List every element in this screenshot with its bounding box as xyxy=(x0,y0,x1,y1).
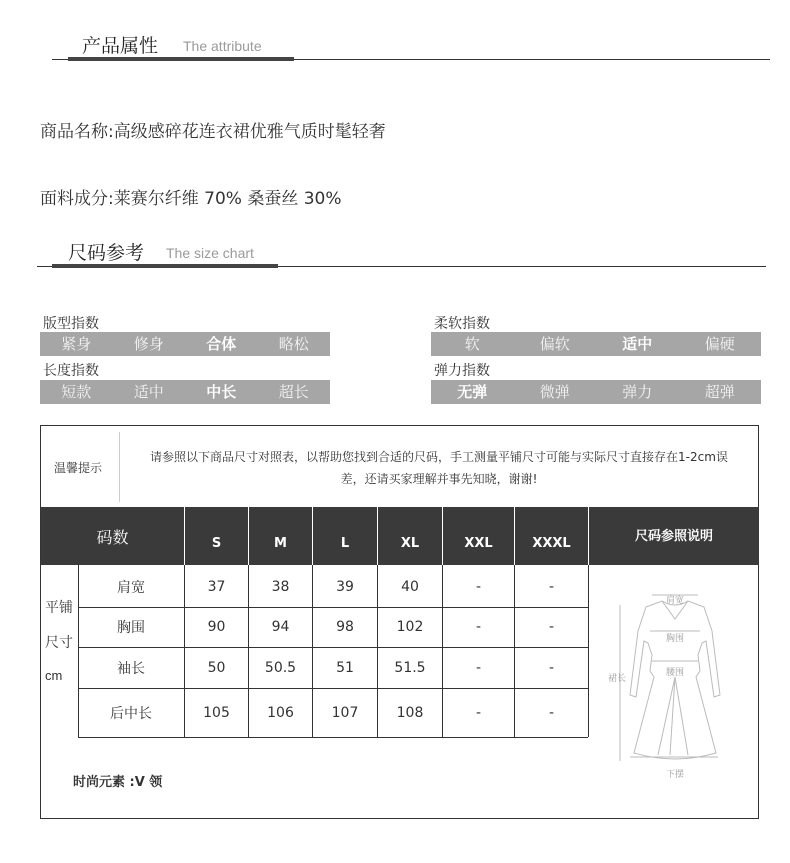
section-rule-accent xyxy=(68,57,294,61)
table-cell: 106 xyxy=(267,704,294,721)
table-cell: - xyxy=(475,579,482,595)
table-row-divider xyxy=(78,737,588,738)
length-index-bar xyxy=(40,380,330,404)
diagram-label-hem: 下摆 xyxy=(666,770,685,780)
fit-option: 合体 xyxy=(206,335,237,353)
table-cell: - xyxy=(548,579,555,595)
table-cell: - xyxy=(548,704,555,721)
length-option: 短款 xyxy=(61,383,92,401)
fit-index-bar xyxy=(40,332,330,356)
fit-option: 略松 xyxy=(278,335,309,353)
product-name: 商品名称:高级感碎花连衣裙优雅气质时髦轻奢 xyxy=(40,122,386,142)
table-cell: 51 xyxy=(336,659,354,676)
stretch-option: 超弹 xyxy=(704,383,735,401)
diagram-label-chest: 胸围 xyxy=(666,634,685,644)
length-option: 中长 xyxy=(206,383,237,401)
table-cell: - xyxy=(548,659,555,676)
size-header: 码数 xyxy=(41,507,184,565)
fit-option: 修身 xyxy=(133,335,164,353)
table-cell: 108 xyxy=(396,704,424,721)
table-cell: 50.5 xyxy=(264,659,297,676)
group-label-line1: 平铺 xyxy=(45,600,73,616)
fashion-element-note: 时尚元素 :V 领 xyxy=(73,775,163,790)
length-option: 超长 xyxy=(278,383,309,401)
tip-text-line2: 差，还请买家理解并事先知晓，谢谢! xyxy=(340,472,538,486)
group-label-line2: 尺寸 xyxy=(45,635,73,651)
size-header-xxl: XXL xyxy=(443,507,514,565)
soft-index-bar xyxy=(431,332,761,356)
tip-label: 温馨提示 xyxy=(54,461,103,475)
section-title-size: 尺码参考 xyxy=(68,242,145,264)
reference-header: 尺码参照说明 xyxy=(589,507,759,565)
table-cell: 107 xyxy=(331,704,359,721)
diagram-label-waist: 腰围 xyxy=(666,668,685,678)
fit-option: 紧身 xyxy=(61,335,92,353)
table-cell: 50 xyxy=(207,659,226,676)
section-subtitle-size: The size chart xyxy=(166,245,254,261)
stretch-index-bar xyxy=(431,380,761,404)
soft-option: 软 xyxy=(464,335,480,353)
stretch-index-label: 弹力指数 xyxy=(434,363,490,379)
stretch-option: 弹力 xyxy=(622,383,653,401)
length-index-label: 长度指数 xyxy=(43,363,99,379)
row-label: 胸围 xyxy=(117,620,145,636)
row-label: 袖长 xyxy=(117,660,145,677)
table-column-divider xyxy=(588,565,589,737)
table-cell: 90 xyxy=(207,619,226,635)
table-cell: 51.5 xyxy=(394,659,426,676)
table-cell: - xyxy=(548,619,555,635)
section-rule-accent xyxy=(52,264,278,268)
fit-index-label: 版型指数 xyxy=(43,316,99,332)
soft-option: 适中 xyxy=(622,335,653,353)
table-cell: 98 xyxy=(336,619,354,635)
table-cell: 38 xyxy=(271,579,290,595)
table-cell: 94 xyxy=(271,619,290,635)
table-cell: 39 xyxy=(336,579,354,595)
stretch-option: 微弹 xyxy=(539,383,570,401)
diagram-label-shoulder: 肩宽 xyxy=(666,596,685,606)
table-cell: 40 xyxy=(401,579,419,595)
table-cell: - xyxy=(475,619,482,635)
size-header-l: L xyxy=(313,507,377,565)
section-subtitle-attribute: The attribute xyxy=(183,38,262,54)
group-label-line3: cm xyxy=(45,668,63,683)
table-cell: 37 xyxy=(207,579,226,595)
tip-text-line1: 请参照以下商品尺寸对照表，以帮助您找到合适的尺码，手工测量平铺尺寸可能与实际尺寸直接存在1-2cm误 xyxy=(150,450,728,464)
soft-option: 偏软 xyxy=(539,335,570,353)
table-cell: - xyxy=(475,659,482,676)
fabric-composition: 面料成分:莱赛尔纤维 70% 桑蚕丝 30% xyxy=(40,189,342,209)
dress-diagram xyxy=(600,585,750,785)
soft-index-label: 柔软指数 xyxy=(434,316,490,332)
length-option: 适中 xyxy=(133,383,164,401)
table-cell: - xyxy=(475,704,482,721)
soft-option: 偏硬 xyxy=(704,335,735,353)
size-header-xxxl: XXXL xyxy=(515,507,588,565)
table-cell: 102 xyxy=(396,619,424,635)
size-header-m: M xyxy=(249,507,312,565)
size-header-xl: XL xyxy=(378,507,442,565)
section-title-attribute: 产品属性 xyxy=(82,35,159,57)
stretch-option: 无弹 xyxy=(457,383,488,401)
size-header-s: S xyxy=(185,507,248,565)
row-label: 后中长 xyxy=(110,705,152,722)
diagram-label-length: 裙长 xyxy=(608,674,627,684)
row-label: 肩宽 xyxy=(117,580,145,596)
table-cell: 105 xyxy=(203,704,230,721)
